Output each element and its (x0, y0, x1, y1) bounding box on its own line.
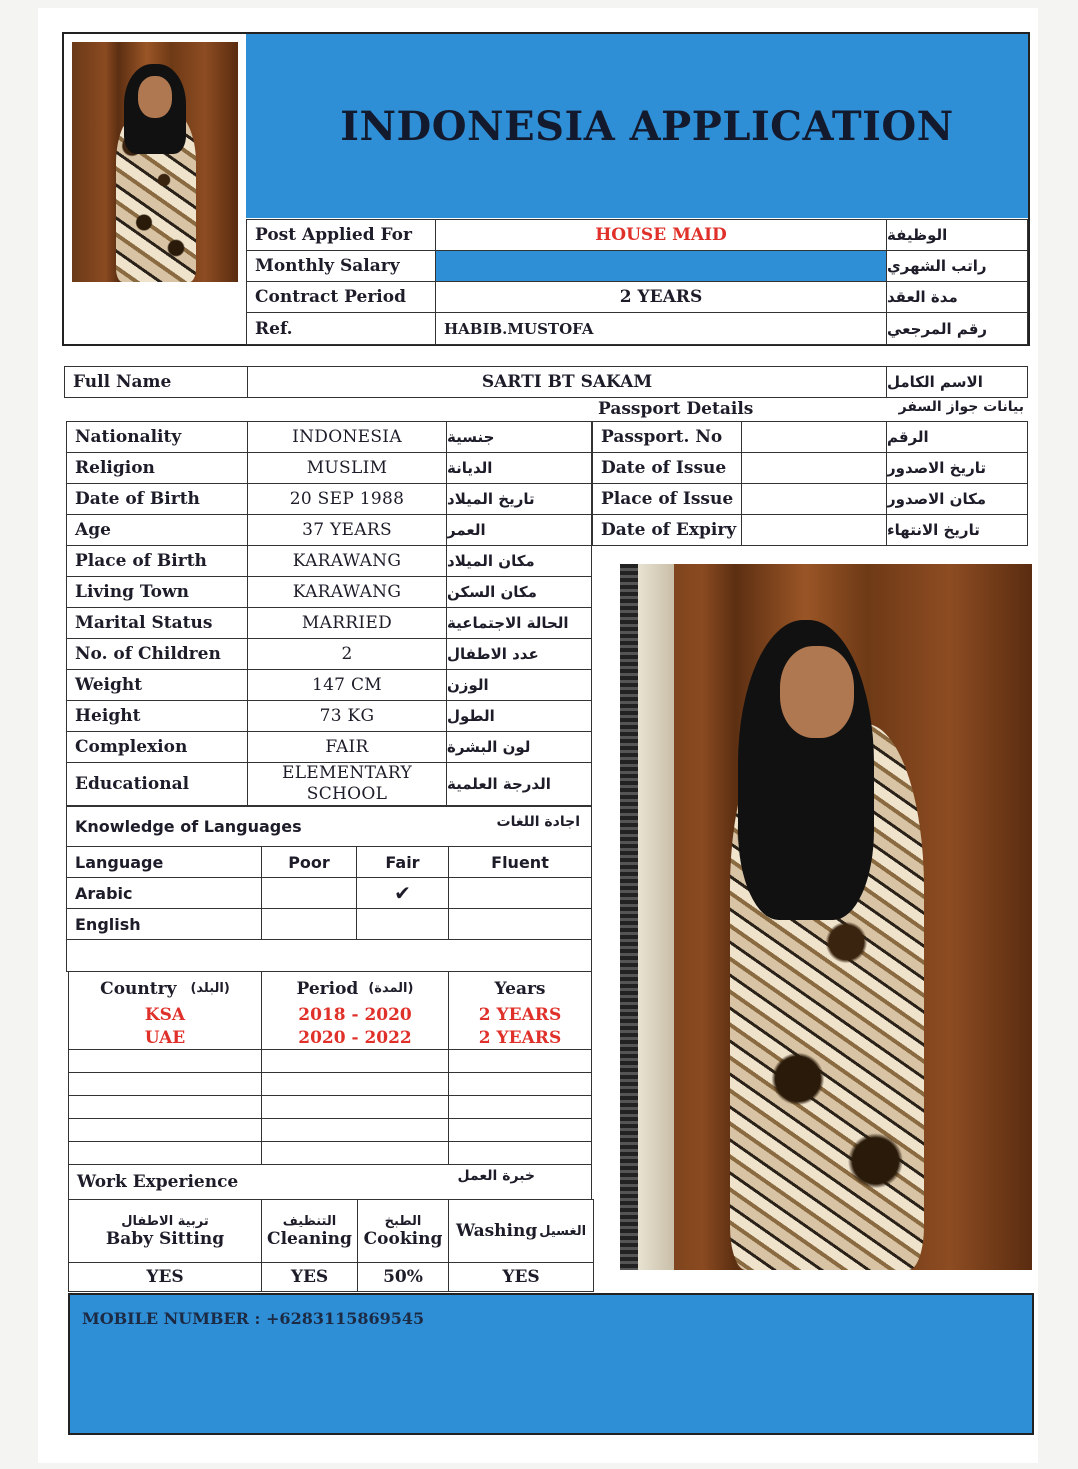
ref-label: Ref. (246, 312, 436, 345)
place-of-issue-value (741, 483, 887, 515)
educational-label: Educational (66, 762, 248, 806)
exp-empty-cell (261, 1095, 449, 1119)
lang-arabic-fluent (448, 877, 592, 909)
religion-label: Religion (66, 452, 248, 484)
languages-title: Knowledge of Languages (75, 817, 302, 836)
lang-arabic-name: Arabic (66, 877, 262, 909)
languages-title-arabic: اجادة اللغات (496, 814, 580, 830)
place-of-issue-arabic: مكان الاصدور (886, 483, 1028, 515)
monthly-salary-value (435, 250, 887, 282)
exp-empty-cell (68, 1095, 262, 1119)
skill-cleaning (261, 1199, 358, 1263)
date-of-issue-label: Date of Issue (592, 452, 742, 484)
full-name-arabic: الاسم الكامل (886, 366, 1028, 398)
height-value: 73 KG (247, 700, 447, 732)
date-of-expiry-value (741, 514, 887, 546)
children-label: No. of Children (66, 638, 248, 670)
educational-value: ELEMENTARY SCHOOL (247, 762, 447, 806)
lang-english-fluent (448, 908, 592, 940)
full-name-value: SARTI BT SAKAM (247, 366, 887, 398)
skill-washing (448, 1199, 594, 1263)
post-applied-arabic: الوظيفة (886, 219, 1028, 251)
weight-value: 147 CM (247, 669, 447, 701)
exp-row-2-period: 2020 - 2022 (261, 1026, 449, 1050)
nationality-value: INDONESIA (247, 421, 447, 453)
skill-label: Cleaning (267, 1228, 352, 1249)
ref-value: HABIB.MUSTOFA (435, 312, 887, 345)
skill-label: Washing (455, 1221, 538, 1241)
complexion-arabic: لون البشرة (446, 731, 592, 763)
lang-english-poor (261, 908, 357, 940)
exp-empty-cell (448, 1072, 592, 1096)
lang-header-poor: Poor (261, 846, 357, 878)
exp-empty-cell (261, 1118, 449, 1142)
lang-header-fair: Fair (356, 846, 449, 878)
date-of-birth-value: 20 SEP 1988 (247, 483, 447, 515)
age-label: Age (66, 514, 248, 546)
exp-empty-cell (448, 1141, 592, 1165)
place-of-birth-arabic: مكان الميلاد (446, 545, 592, 577)
place-of-birth-value: KARAWANG (247, 545, 447, 577)
children-arabic: عدد الاطفال (446, 638, 592, 670)
exp-empty-cell (448, 1095, 592, 1119)
passport-no-arabic: الرقم (886, 421, 1028, 453)
exp-period-arabic: (المدة) (368, 981, 414, 996)
languages-spacer (66, 939, 592, 972)
height-arabic: الطول (446, 700, 592, 732)
religion-value: MUSLIM (247, 452, 447, 484)
exp-empty-cell (261, 1072, 449, 1096)
exp-row-1-years: 2 YEARS (448, 1004, 592, 1026)
marital-status-arabic: الحالة الاجتماعية (446, 607, 592, 639)
ref-arabic: رقم المرجعي (886, 312, 1028, 345)
exp-empty-cell (261, 1049, 449, 1073)
exp-empty-cell (68, 1049, 262, 1073)
skill-baby-sitting-value: YES (68, 1262, 262, 1292)
exp-header-years: Years (448, 971, 592, 1005)
footer-banner (68, 1293, 1034, 1435)
contract-period-label: Contract Period (246, 281, 436, 313)
lang-header-fluent: Fluent (448, 846, 592, 878)
skill-cooking-value: 50% (357, 1262, 449, 1292)
monthly-salary-arabic: راتب الشهري (886, 250, 1028, 282)
children-value: 2 (247, 638, 447, 670)
skill-arabic: تربية الاطفال (121, 1213, 209, 1229)
age-value: 37 YEARS (247, 514, 447, 546)
monthly-salary-label: Monthly Salary (246, 250, 436, 282)
page-title: INDONESIA APPLICATION (340, 102, 954, 150)
place-of-issue-label: Place of Issue (592, 483, 742, 515)
skill-arabic: التنظيف (282, 1213, 337, 1229)
exp-header-country (68, 971, 262, 1005)
complexion-label: Complexion (66, 731, 248, 763)
date-of-birth-arabic: تاريخ الميلاد (446, 483, 592, 515)
post-applied-label: Post Applied For (246, 219, 436, 251)
exp-empty-cell (448, 1118, 592, 1142)
passport-title: Passport Details (598, 399, 754, 419)
work-title-arabic: خبرة العمل (457, 1168, 535, 1184)
lang-english-name: English (66, 908, 262, 940)
complexion-value: FAIR (247, 731, 447, 763)
date-of-issue-arabic: تاريخ الاصدور (886, 452, 1028, 484)
passport-title-arabic: بيانات جواز السفر (898, 399, 1024, 415)
educational-arabic: الدرجة العلمية (446, 762, 592, 806)
date-of-expiry-arabic: تاريخ الانتهاء (886, 514, 1028, 546)
exp-row-1-country: KSA (68, 1004, 262, 1026)
skill-baby-sitting (68, 1199, 262, 1263)
full-body-photo (620, 564, 1032, 1270)
exp-period-label: Period (296, 978, 359, 999)
exp-empty-cell (68, 1072, 262, 1096)
date-of-expiry-label: Date of Expiry (592, 514, 742, 546)
exp-empty-cell (448, 1049, 592, 1073)
contract-period-value: 2 YEARS (435, 281, 887, 313)
post-applied-value: HOUSE MAID (435, 219, 887, 251)
contract-period-arabic: مدة العقد (886, 281, 1028, 313)
exp-row-2-years: 2 YEARS (448, 1026, 592, 1050)
exp-header-period (261, 971, 449, 1005)
living-town-value: KARAWANG (247, 576, 447, 608)
exp-row-1-period: 2018 - 2020 (261, 1004, 449, 1026)
exp-empty-cell (68, 1141, 262, 1165)
skill-label: Baby Sitting (105, 1228, 225, 1249)
exp-row-2-country: UAE (68, 1026, 262, 1050)
lang-arabic-poor (261, 877, 357, 909)
weight-label: Weight (66, 669, 248, 701)
living-town-label: Living Town (66, 576, 248, 608)
nationality-arabic: جنسية (446, 421, 592, 453)
exp-empty-cell (68, 1118, 262, 1142)
small-photo (72, 42, 238, 282)
place-of-birth-label: Place of Birth (66, 545, 248, 577)
skill-cleaning-value: YES (261, 1262, 358, 1292)
exp-country-arabic: (البلد) (190, 981, 230, 996)
skill-cooking (357, 1199, 449, 1263)
full-name-label: Full Name (64, 366, 248, 398)
nationality-label: Nationality (66, 421, 248, 453)
age-arabic: العمر (446, 514, 592, 546)
living-town-arabic: مكان السكن (446, 576, 592, 608)
skill-washing-value: YES (448, 1262, 594, 1292)
date-of-birth-label: Date of Birth (66, 483, 248, 515)
exp-country-label: Country (100, 978, 177, 999)
lang-header-language: Language (66, 846, 262, 878)
skill-arabic: الطبخ (384, 1213, 422, 1229)
marital-status-label: Marital Status (66, 607, 248, 639)
work-title: Work Experience (77, 1172, 239, 1192)
date-of-issue-value (741, 452, 887, 484)
lang-english-fair (356, 908, 449, 940)
skill-arabic: الغسيل (539, 1223, 587, 1239)
header-banner (246, 34, 1028, 218)
religion-arabic: الديانة (446, 452, 592, 484)
exp-empty-cell (261, 1141, 449, 1165)
height-label: Height (66, 700, 248, 732)
marital-status-value: MARRIED (247, 607, 447, 639)
passport-no-label: Passport. No (592, 421, 742, 453)
passport-no-value (741, 421, 887, 453)
skill-label: Cooking (363, 1228, 443, 1249)
mobile-number: MOBILE NUMBER : +6283115869545 (82, 1309, 425, 1328)
lang-arabic-fair: ✔ (356, 877, 449, 909)
weight-arabic: الوزن (446, 669, 592, 701)
